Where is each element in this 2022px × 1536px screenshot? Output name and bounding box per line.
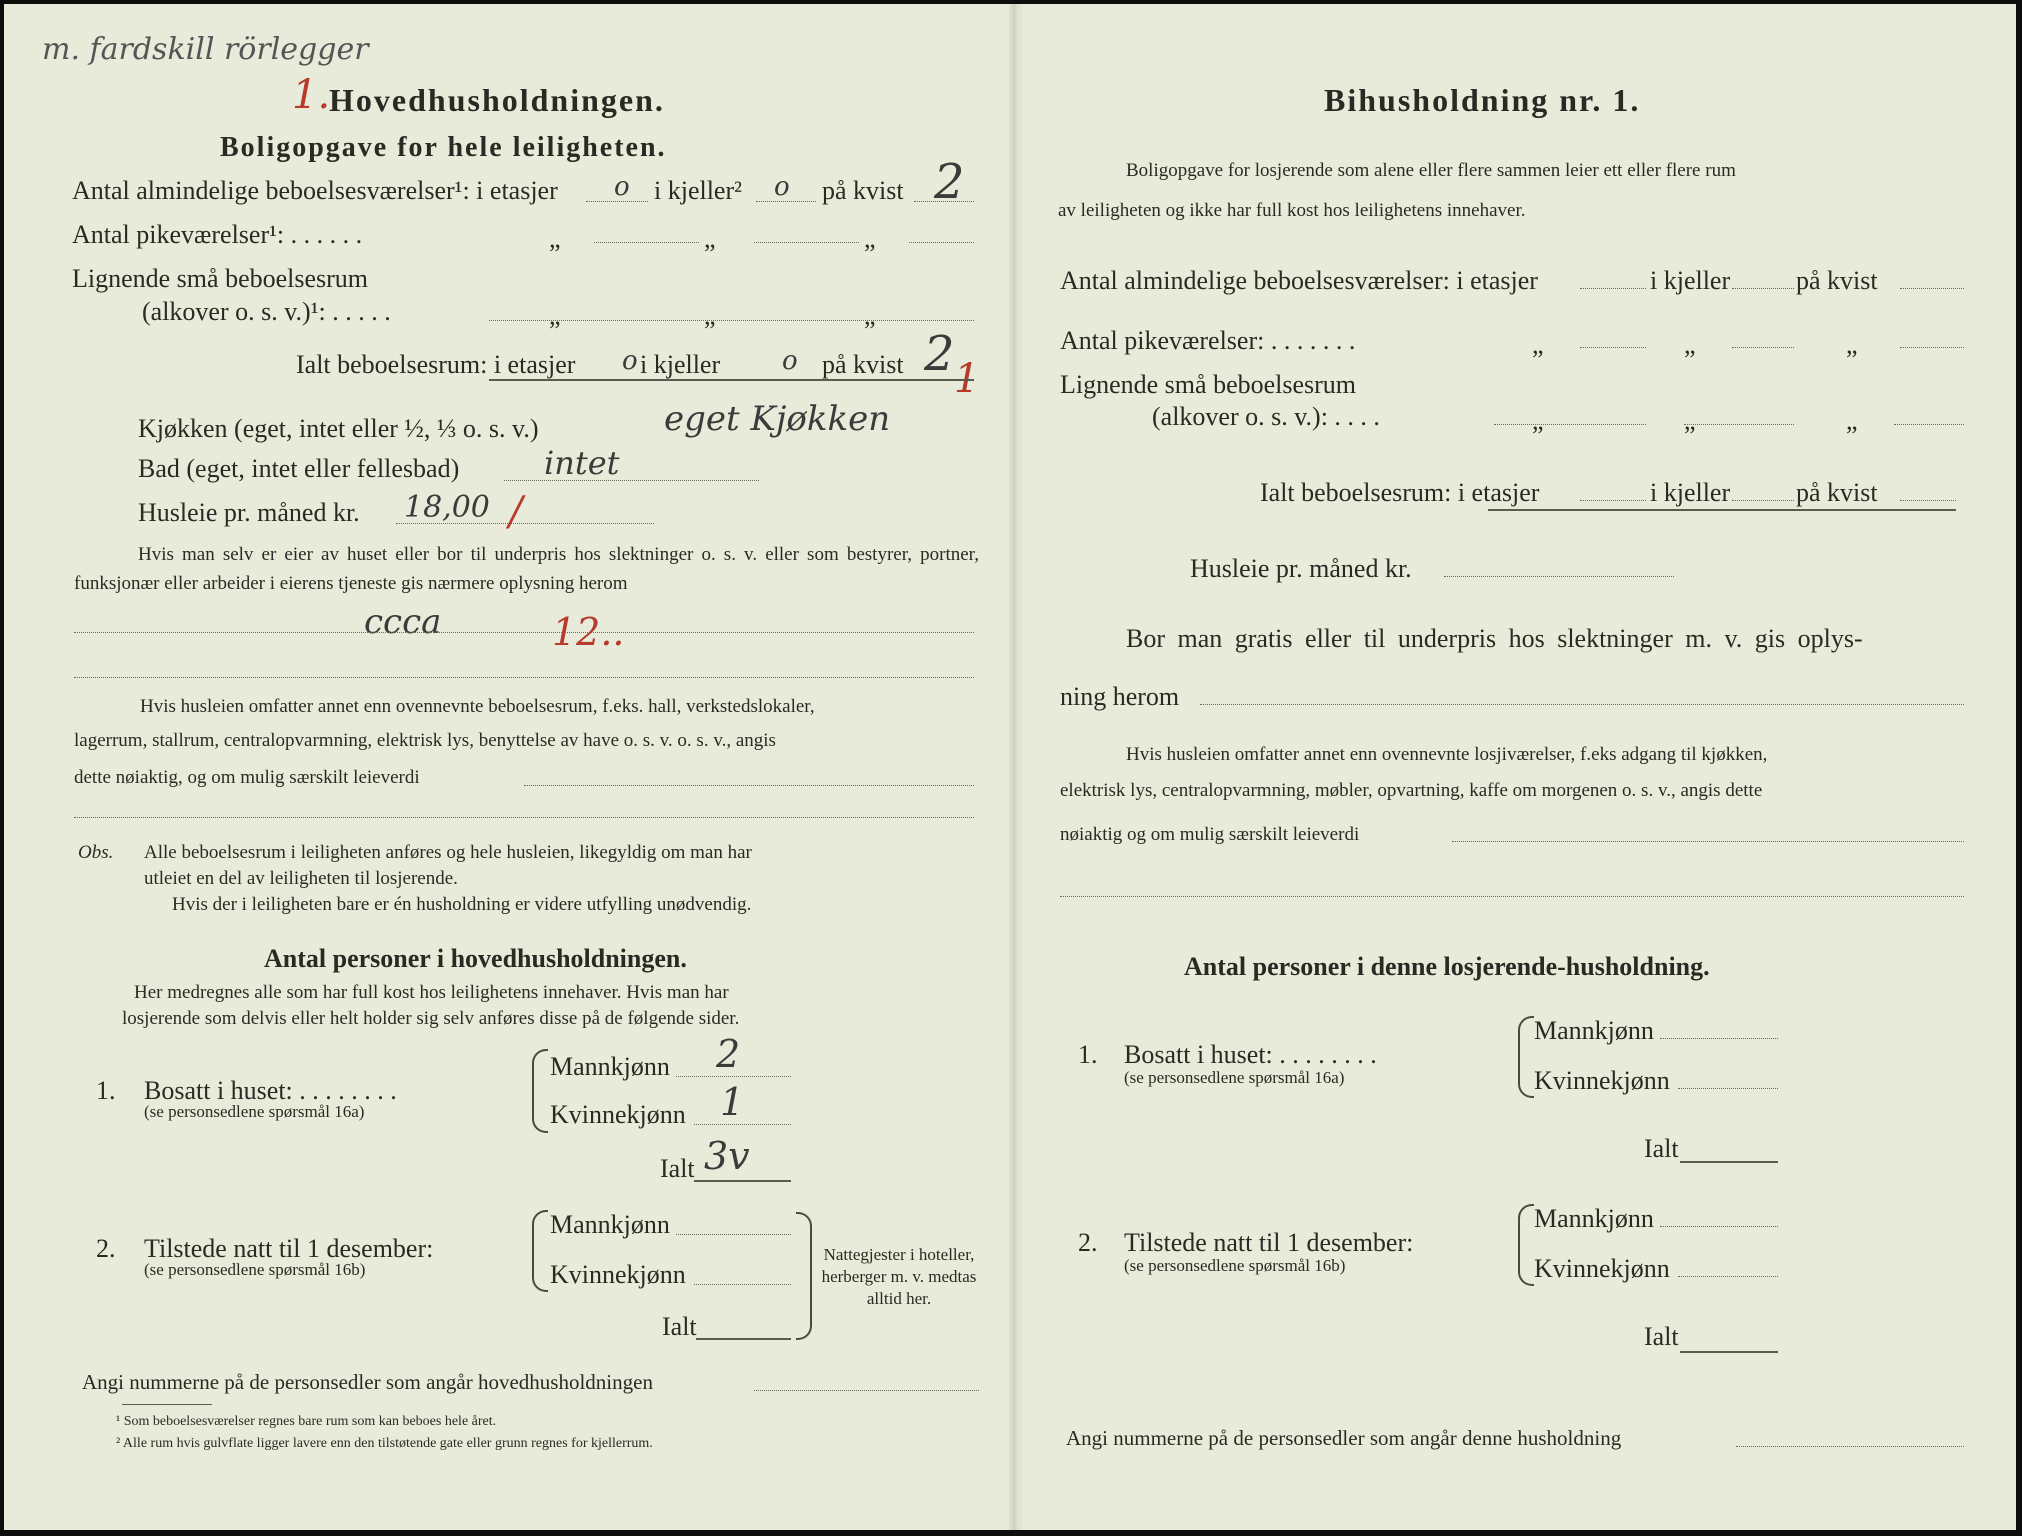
right-q1-mann-label: Mannkjønn — [1534, 1016, 1654, 1045]
ditto-mark: „ — [1846, 406, 1858, 435]
left-q1-sub: (se personsedlene spørsmål 16a) — [144, 1102, 365, 1121]
extra-rent-text-c: dette nøiaktig, og om mulig særskilt leieverdi — [74, 767, 420, 788]
obs-text-b: utleiet en del av leiligheten til losjerende. — [144, 868, 458, 889]
alkover-label-a: Lignende små beboelsesrum — [72, 264, 369, 293]
obs-text-c: Hvis der i leiligheten bare er én husholdning er videre utfylling unødvendig. — [172, 894, 752, 915]
ialt-kvist-label: på kvist — [822, 350, 904, 379]
bad-value: intet — [544, 444, 620, 482]
extra-rent-text-a: Hvis husleien omfatter annet enn ovennevnte beboelsesrum, f.eks. hall, verkstedslokaler, — [140, 696, 815, 717]
right-title: Bihusholdning nr. 1. — [1324, 82, 1641, 118]
left-q2-label: Tilstede natt til 1 desember: — [144, 1234, 434, 1263]
page-fold — [1009, 4, 1023, 1530]
rooms-kvist-value: 2 — [934, 154, 965, 210]
left-q2-sub: (se personsedlene spørsmål 16b) — [144, 1260, 366, 1279]
right-q1-sub: (se personsedlene spørsmål 16a) — [1124, 1068, 1345, 1087]
ditto-mark: „ — [704, 224, 716, 253]
right-rooms-kvist-label: på kvist — [1796, 266, 1878, 295]
kjokken-label: Kjøkken (eget, intet eller ½, ⅓ o. s. v.) — [138, 414, 539, 443]
ialt-kvist-value: 2 — [924, 326, 955, 382]
left-persons-text-a: Her medregnes alle som har full kost hos leilighetens innehaver. Hvis man har — [134, 982, 729, 1003]
right-ialt-label: Ialt beboelsesrum: i etasjer — [1260, 478, 1540, 507]
left-title: Hovedhusholdningen. — [329, 82, 665, 118]
footnote-2: ² Alle rum hvis gulvflate ligger lavere enn den tilstøtende gate eller grunn regnes for kjellerrum. — [116, 1436, 653, 1451]
handwritten-household-number: 1. — [292, 72, 331, 118]
rooms-kjeller-value: o — [774, 172, 790, 202]
right-alkover-label-b: (alkover o. s. v.): . . . . — [1152, 402, 1380, 431]
right-ialt-kvist-label: på kvist — [1796, 478, 1878, 507]
owner-red-note: 12.. — [552, 610, 625, 654]
ditto-mark: „ — [1846, 330, 1858, 359]
right-ialt-kjeller-label: i kjeller — [1650, 478, 1731, 507]
right-q2-sub: (se personsedlene spørsmål 16b) — [1124, 1256, 1346, 1275]
owner-handwritten-note: ccca — [364, 602, 442, 642]
right-q1-ialt-label: Ialt — [1644, 1134, 1679, 1163]
left-persons-text-b: losjerende som delvis eller helt holder sig selv anføres disse på de følgende sider. — [122, 1008, 740, 1029]
left-persons-title: Antal personer i hovedhusholdningen. — [264, 944, 687, 973]
rooms-label: Antal almindelige beboelsesværelser¹: i etasjer — [72, 176, 558, 205]
left-q1-label: Bosatt i huset: . . . . . . . . — [144, 1076, 397, 1105]
kjokken-value: eget Kjøkken — [664, 399, 891, 439]
ialt-etasjer-value: o — [622, 346, 638, 376]
rooms-etasjer-value: o — [614, 172, 630, 202]
husleie-label: Husleie pr. måned kr. — [138, 498, 360, 527]
bad-label: Bad (eget, intet eller fellesbad) — [138, 454, 460, 483]
rooms-kvist-label: på kvist — [822, 176, 904, 205]
alkover-label-b: (alkover o. s. v.)¹: . . . . . — [142, 297, 391, 326]
right-extra-text-c: nøiaktig og om mulig særskilt leieverdi — [1060, 824, 1360, 845]
extra-rent-text-b: lagerrum, stallrum, centralopvarmning, elektrisk lys, benyttelse av have o. s. v. o. s. v., angis — [74, 730, 776, 751]
right-persons-title: Antal personer i denne losjerende-husholdning. — [1184, 952, 1710, 981]
right-rooms-label: Antal almindelige beboelsesværelser: i etasjer — [1060, 266, 1538, 295]
right-rooms-kjeller-label: i kjeller — [1650, 266, 1731, 295]
right-alkover-label-a: Lignende små beboelsesrum — [1060, 370, 1357, 399]
left-q2-ialt-label: Ialt — [662, 1312, 697, 1341]
right-intro-a: Boligopgave for losjerende som alene eller flere sammen leier ett eller flere rum — [1126, 160, 1736, 181]
left-q1-mann-value: 2 — [716, 1032, 741, 1076]
husleie-value: 18,00 — [404, 490, 490, 525]
left-q2-night-guests-note: Nattegjester i hoteller, herberger m. v. medtas alltid her. — [821, 1245, 977, 1308]
left-q1-kvinne-label: Kvinnekjønn — [550, 1100, 686, 1129]
pike-label: Antal pikeværelser¹: . . . . . . — [72, 220, 363, 249]
ditto-mark: „ — [1532, 406, 1544, 435]
left-q1-ialt-label: Ialt — [660, 1154, 695, 1183]
footnote-1: ¹ Som beboelsesværelser regnes bare rum som kan beboes hele året. — [116, 1414, 497, 1429]
handwritten-occupation: m. fardskill rörlegger — [42, 32, 369, 67]
left-q2-number: 2. — [96, 1234, 116, 1263]
right-intro-b: av leiligheten og ikke har full kost hos leilighetens innehaver. — [1058, 200, 1526, 221]
right-gratis-text-b: ning herom — [1060, 682, 1180, 711]
census-form-sheet — [4, 4, 2016, 1530]
right-gratis-text-a: Bor man gratis eller til underpris hos slektninger m. v. gis oplys- — [1126, 624, 1863, 653]
left-subtitle: Boligopgave for hele leiligheten. — [220, 132, 667, 163]
left-q1-kvinne-value: 1 — [720, 1080, 745, 1124]
left-q1-ialt-value: 3v — [704, 1134, 750, 1178]
ditto-mark: „ — [704, 301, 716, 330]
right-husleie-label: Husleie pr. måned kr. — [1190, 554, 1412, 583]
right-q2-ialt-label: Ialt — [1644, 1322, 1679, 1351]
left-q2-mann-label: Mannkjønn — [550, 1210, 670, 1239]
right-q2-number: 2. — [1078, 1228, 1098, 1257]
husleie-red-mark: / — [509, 489, 523, 535]
right-q2-kvinne-label: Kvinnekjønn — [1534, 1254, 1670, 1283]
left-q1-mann-label: Mannkjønn — [550, 1052, 670, 1081]
ialt-red-mark: 1 — [954, 356, 980, 402]
ialt-rooms-label: Ialt beboelsesrum: i etasjer — [296, 350, 576, 379]
right-q2-mann-label: Mannkjønn — [1534, 1204, 1654, 1233]
right-extra-text-a: Hvis husleien omfatter annet enn ovennevnte losjiværelser, f.eks adgang til kjøkken, — [1126, 744, 1768, 765]
owner-instructions: Hvis man selv er eier av huset eller bor til underpris hos slektninger o. s. v. eller som bestyrer, portner, funksjonær eller arbeider i eierens tjeneste gis nærmere oplysning herom — [74, 544, 979, 594]
rooms-kjeller-label: i kjeller² — [654, 176, 742, 205]
ditto-mark: „ — [1684, 330, 1696, 359]
ditto-mark: „ — [864, 301, 876, 330]
right-q1-kvinne-label: Kvinnekjønn — [1534, 1066, 1670, 1095]
obs-label: Obs. — [78, 842, 114, 863]
left-q1-number: 1. — [96, 1076, 116, 1105]
ialt-kjeller-value: o — [782, 346, 798, 376]
ditto-mark: „ — [1532, 330, 1544, 359]
right-extra-text-b: elektrisk lys, centralopvarmning, møbler, opvartning, kaffe om morgenen o. s. v., angis dette — [1060, 780, 1763, 801]
right-q1-label: Bosatt i huset: . . . . . . . . — [1124, 1040, 1377, 1069]
ditto-mark: „ — [549, 224, 561, 253]
ialt-kjeller-label: i kjeller — [640, 350, 721, 379]
obs-text-a: Alle beboelsesrum i leiligheten anføres og hele husleien, likegyldig om man har — [144, 842, 752, 863]
right-pike-label: Antal pikeværelser: . . . . . . . — [1060, 326, 1356, 355]
left-angi-text: Angi nummerne på de personsedler som angår hovedhusholdningen — [82, 1370, 653, 1394]
ditto-mark: „ — [1684, 406, 1696, 435]
ditto-mark: „ — [549, 301, 561, 330]
right-q2-label: Tilstede natt til 1 desember: — [1124, 1228, 1414, 1257]
right-angi-text: Angi nummerne på de personsedler som angår denne husholdning — [1066, 1426, 1622, 1450]
ditto-mark: „ — [864, 224, 876, 253]
right-q1-number: 1. — [1078, 1040, 1098, 1069]
left-q2-kvinne-label: Kvinnekjønn — [550, 1260, 686, 1289]
